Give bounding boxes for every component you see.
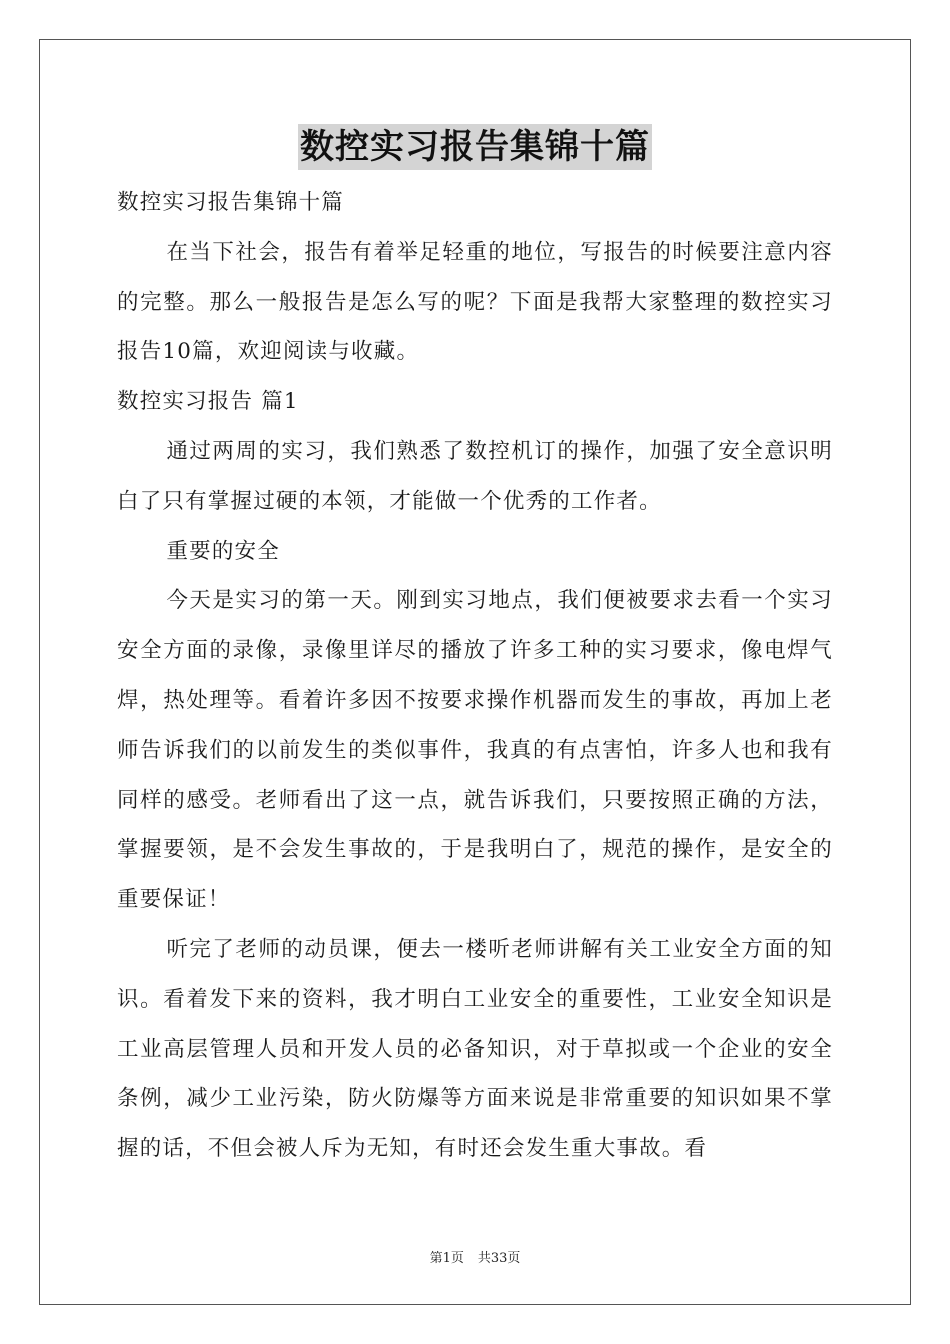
section-heading: 数控实习报告 篇1	[117, 389, 299, 415]
document-body	[117, 178, 833, 1174]
paragraph: 在当下社会，报告有着举足轻重的地位，写报告的时候要注意内容的完整。那么一般报告是怎么写的呢？下面是我帮大家整理的数控实习报告10篇，欢迎阅读与收藏。	[117, 239, 833, 365]
paragraph: 数控实习报告集锦十篇	[117, 190, 345, 215]
page-footer	[0, 1247, 950, 1266]
paragraph: 今天是实习的第一天。刚到实习地点，我们便被要求去看一个实习安全方面的录像，录像里详尽的播放了许多工种的实习要求，像电焊气焊，热处理等。看着许多因不按要求操作机器而发生的事故，再加上老师告诉我们的以前发生的类似事件，我真的有点害怕，许多人也和我有同样的感受。老师看出了这一点，就告诉我们，只要按照正确的方法，掌握要领，是不会发生事故的，于是我明白了，规范的操作，是安全的重要保证！	[117, 588, 833, 913]
document-title: 数控实习报告集锦十篇	[298, 124, 652, 170]
page-total: 共33页	[477, 1251, 521, 1266]
paragraph: 听完了老师的动员课，便去一楼听老师讲解有关工业安全方面的知识。看着发下来的资料，我才明白工业安全的重要性，工业安全知识是工业高层管理人员和开发人员的必备知识，对于草拟或一个企业的安全条例，减少工业污染，防火防爆等方面来说是非常重要的知识如果不掌握的话，不但会被人斥为无知，有时还会发生重大事故。看	[117, 936, 833, 1162]
page-number: 第1页	[429, 1251, 464, 1266]
subheading: 重要的安全	[166, 538, 280, 564]
paragraph: 通过两周的实习，我们熟悉了数控机订的操作，加强了安全意识明白了只有掌握过硬的本领，才能做一个优秀的工作者。	[117, 438, 833, 514]
title-container	[0, 124, 950, 170]
